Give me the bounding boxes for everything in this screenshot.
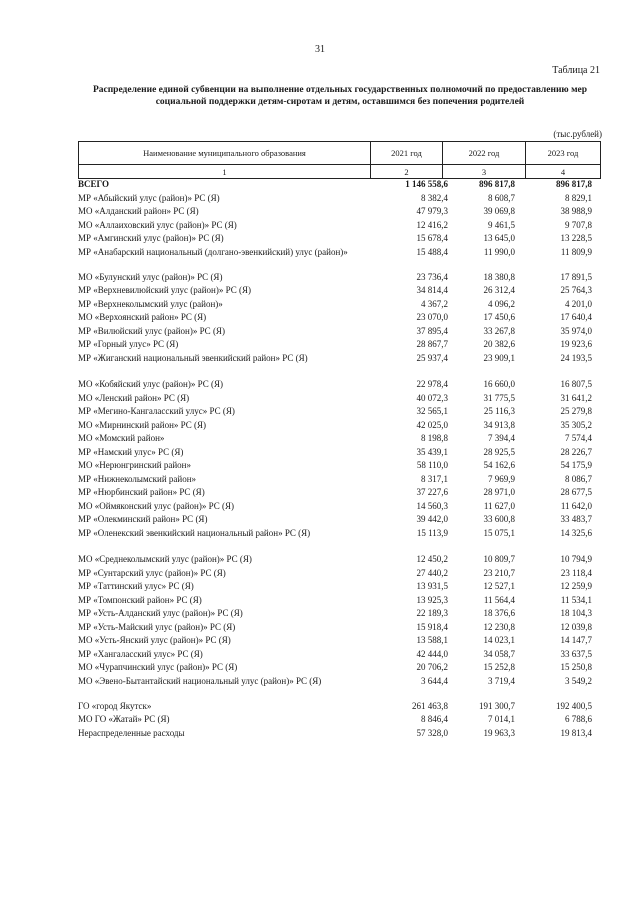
table-row xyxy=(78,272,601,286)
value-2022: 16 660,0 xyxy=(483,379,515,389)
row-name: МО «Верхоянский район» РС (Я) xyxy=(78,312,207,322)
value-2021: 23 736,4 xyxy=(416,271,448,282)
row-name: МО «Нерюнгринский район» xyxy=(78,460,191,470)
row-name: МР «Жиганский национальный эвенкийский район» РС (Я) xyxy=(78,352,308,363)
value-2022: 14 023,1 xyxy=(483,635,515,645)
row-name: МР «Хангаласский улус» РС (Я) xyxy=(78,648,203,659)
row-name: МР «Сунтарский улус (район)» РС (Я) xyxy=(78,567,226,578)
header-2021: 2021 год xyxy=(370,142,442,164)
value-2023: 8 829,1 xyxy=(565,192,592,203)
value-2023: 12 259,9 xyxy=(560,581,592,591)
value-2021: 23 070,0 xyxy=(416,312,448,322)
value-2022: 3 719,4 xyxy=(488,675,515,686)
value-2022: 896 817,8 xyxy=(479,179,515,189)
value-2022: 33 267,8 xyxy=(483,325,515,336)
table-label: Таблица 21 xyxy=(552,65,600,76)
value-2021: 20 706,2 xyxy=(416,662,448,672)
value-2021: 13 931,5 xyxy=(416,581,448,591)
group-spacer xyxy=(78,366,601,379)
table-header xyxy=(78,141,601,164)
table-row xyxy=(78,662,601,676)
value-2021: 28 867,7 xyxy=(416,339,448,349)
header-num-4: 4 xyxy=(525,165,600,178)
value-2022: 15 252,8 xyxy=(483,662,515,672)
units-label: (тыс.рублей) xyxy=(553,129,602,139)
value-2022: 34 058,7 xyxy=(483,648,515,659)
value-2021: 58 110,0 xyxy=(416,460,448,470)
value-2023: 8 086,7 xyxy=(565,473,592,484)
value-2022: 28 971,0 xyxy=(483,487,515,497)
value-2023: 33 483,7 xyxy=(560,514,592,524)
value-2021: 22 978,4 xyxy=(416,379,448,389)
value-2022: 7 394,4 xyxy=(488,433,515,443)
row-name: Нераспределенные расходы xyxy=(78,727,185,738)
table-row xyxy=(78,179,601,193)
table-row xyxy=(78,406,601,420)
value-2022: 12 230,8 xyxy=(483,621,515,632)
table-row xyxy=(78,568,601,582)
value-2023: 7 574,4 xyxy=(565,433,592,443)
value-2023: 18 104,3 xyxy=(560,608,592,618)
row-name: МО «Эвено-Бытантайский национальный улус (район)» РС (Я) xyxy=(78,675,322,686)
header-2022: 2022 год xyxy=(442,142,525,164)
value-2021: 27 440,2 xyxy=(416,567,448,578)
table-row xyxy=(78,622,601,636)
table-body xyxy=(78,179,601,741)
value-2021: 47 979,3 xyxy=(416,206,448,216)
table-row xyxy=(78,528,601,542)
value-2023: 15 250,8 xyxy=(560,662,592,672)
table-row xyxy=(78,581,601,595)
value-2023: 10 794,9 xyxy=(560,554,592,564)
table-row xyxy=(78,554,601,568)
value-2021: 8 198,8 xyxy=(421,433,448,443)
value-2021: 15 918,4 xyxy=(416,621,448,632)
value-2023: 896 817,8 xyxy=(556,179,592,189)
value-2023: 24 193,5 xyxy=(560,352,592,363)
value-2023: 17 891,5 xyxy=(560,271,592,282)
value-2022: 11 627,0 xyxy=(483,500,515,511)
row-name: МР «Томпонский район» РС (Я) xyxy=(78,594,202,605)
value-2021: 13 588,1 xyxy=(416,635,448,645)
value-2023: 54 175,9 xyxy=(560,460,592,470)
value-2021: 57 328,0 xyxy=(416,727,448,738)
table-row xyxy=(78,714,601,728)
header-num-2: 2 xyxy=(370,165,442,178)
row-name: МР «Вилюйский улус (район)» РС (Я) xyxy=(78,325,225,336)
value-2022: 20 382,6 xyxy=(483,339,515,349)
row-name: МР «Верхнеколымский улус (район)» xyxy=(78,298,223,309)
value-2022: 18 376,6 xyxy=(483,608,515,618)
value-2021: 261 463,8 xyxy=(412,700,448,711)
table-row xyxy=(78,635,601,649)
value-2023: 3 549,2 xyxy=(565,675,592,686)
row-name: МР «Нюрбинский район» РС (Я) xyxy=(78,487,205,497)
table-row xyxy=(78,312,601,326)
value-2022: 7 969,9 xyxy=(488,473,515,484)
table-row xyxy=(78,247,601,272)
row-name: МО «Усть-Янский улус (район)» РС (Я) xyxy=(78,635,231,645)
value-2023: 33 637,5 xyxy=(560,648,592,659)
value-2023: 4 201,0 xyxy=(565,298,592,309)
table-row xyxy=(78,501,601,515)
row-name: МР «Горный улус» РС (Я) xyxy=(78,339,179,349)
row-name: МО «Момский район» xyxy=(78,433,165,443)
value-2021: 42 444,0 xyxy=(416,648,448,659)
row-name: МО «Среднеколымский улус (район)» РС (Я) xyxy=(78,554,252,564)
value-2021: 12 416,2 xyxy=(416,219,448,230)
header-2023: 2023 год xyxy=(525,142,600,164)
row-name: МР «Намский улус» РС (Я) xyxy=(78,446,184,457)
table-header-numbers xyxy=(78,164,601,179)
table-row xyxy=(78,474,601,488)
value-2021: 15 488,4 xyxy=(416,246,448,257)
value-2022: 8 608,7 xyxy=(488,192,515,203)
value-2021: 8 382,4 xyxy=(421,192,448,203)
row-name: МО «Кобяйский улус (район)» РС (Я) xyxy=(78,379,223,389)
row-name: МР «Абыйский улус (район)» РС (Я) xyxy=(78,192,220,203)
value-2021: 40 072,3 xyxy=(416,392,448,403)
value-2023: 38 988,9 xyxy=(560,206,592,216)
value-2022: 4 096,2 xyxy=(488,298,515,309)
value-2021: 1 146 558,6 xyxy=(405,179,448,189)
value-2023: 35 974,0 xyxy=(560,325,592,336)
table-row xyxy=(78,193,601,207)
value-2021: 8 317,1 xyxy=(421,473,448,484)
row-name: МО «Алданский район» РС (Я) xyxy=(78,206,199,216)
value-2023: 35 305,2 xyxy=(560,419,592,430)
row-name: МО «Ленский район» РС (Я) xyxy=(78,392,190,403)
value-2023: 19 813,4 xyxy=(560,727,592,738)
value-2022: 23 210,7 xyxy=(483,567,515,578)
table-row xyxy=(78,701,601,715)
value-2023: 28 677,5 xyxy=(560,487,592,497)
table-row xyxy=(78,299,601,313)
header-name: Наименование муниципального образования xyxy=(143,148,306,158)
value-2023: 28 226,7 xyxy=(560,446,592,457)
value-2022: 28 925,5 xyxy=(483,446,515,457)
value-2021: 37 227,6 xyxy=(416,487,448,497)
value-2022: 54 162,6 xyxy=(483,460,515,470)
value-2023: 14 147,7 xyxy=(560,635,592,645)
value-2023: 25 764,3 xyxy=(560,285,592,295)
value-2023: 19 923,6 xyxy=(560,339,592,349)
row-name: МР «Таттинский улус» РС (Я) xyxy=(78,581,194,591)
table-row xyxy=(78,487,601,501)
row-name: МО ГО «Жатай» РС (Я) xyxy=(78,714,170,724)
value-2022: 33 600,8 xyxy=(483,514,515,524)
table-row xyxy=(78,206,601,220)
row-name: МР «Амгинский улус (район)» РС (Я) xyxy=(78,233,224,243)
table-row xyxy=(78,339,601,353)
value-2021: 8 846,4 xyxy=(421,714,448,724)
value-2022: 191 300,7 xyxy=(479,700,515,711)
row-name: ВСЕГО xyxy=(78,179,110,189)
row-name: МР «Верхневилюйский улус (район)» РС (Я) xyxy=(78,285,251,295)
row-name: МО «Булунский улус (район)» РС (Я) xyxy=(78,271,223,282)
table-row xyxy=(78,728,601,742)
value-2021: 15 113,9 xyxy=(416,527,448,538)
value-2023: 6 788,6 xyxy=(565,714,592,724)
value-2023: 17 640,4 xyxy=(560,312,592,322)
value-2021: 14 560,3 xyxy=(416,500,448,511)
value-2022: 34 913,8 xyxy=(483,419,515,430)
value-2023: 16 807,5 xyxy=(560,379,592,389)
value-2021: 34 814,4 xyxy=(416,285,448,295)
row-name: ГО «город Якутск» xyxy=(78,700,152,711)
value-2022: 25 116,3 xyxy=(483,406,515,416)
row-name: МО «Аллаиховский улус (район)» РС (Я) xyxy=(78,219,237,230)
value-2021: 32 565,1 xyxy=(416,406,448,416)
value-2021: 25 937,4 xyxy=(416,352,448,363)
row-name: МР «Анабарский национальный (долгано-эвенкийский) улус (район)» xyxy=(78,246,348,257)
value-2021: 12 450,2 xyxy=(416,554,448,564)
table-row xyxy=(78,326,601,340)
value-2022: 17 450,6 xyxy=(483,312,515,322)
value-2022: 13 645,0 xyxy=(483,233,515,243)
table-row xyxy=(78,460,601,474)
table-row xyxy=(78,353,601,367)
value-2023: 11 642,0 xyxy=(560,500,592,511)
value-2022: 11 564,4 xyxy=(483,594,515,605)
row-name: МР «Нижнеколымский район» xyxy=(78,473,197,484)
value-2021: 13 925,3 xyxy=(416,594,448,605)
subsidy-table xyxy=(78,141,601,741)
value-2022: 39 069,8 xyxy=(483,206,515,216)
value-2022: 11 990,0 xyxy=(483,246,515,257)
table-row xyxy=(78,379,601,393)
page-title: Распределение единой субвенции на выполнение отдельных государственных полномочий по предоставлению мер социальной поддержки детям-сиротам и детям, оставшимся без попечения родителей xyxy=(92,85,588,107)
table-row xyxy=(78,393,601,407)
value-2023: 25 279,8 xyxy=(560,406,592,416)
value-2021: 37 895,4 xyxy=(416,325,448,336)
table-row xyxy=(78,433,601,447)
table-row xyxy=(78,676,601,701)
value-2023: 11 809,9 xyxy=(560,246,592,257)
value-2023: 12 039,8 xyxy=(560,621,592,632)
row-name: МО «Мирнинский район» РС (Я) xyxy=(78,419,207,430)
value-2022: 26 312,4 xyxy=(483,285,515,295)
table-row xyxy=(78,595,601,609)
value-2022: 19 963,3 xyxy=(483,727,515,738)
table-row xyxy=(78,447,601,461)
value-2022: 23 909,1 xyxy=(483,352,515,363)
header-num-1: 1 xyxy=(222,166,227,177)
page-number: 31 xyxy=(315,44,325,55)
table-row xyxy=(78,608,601,622)
table-row xyxy=(78,285,601,299)
value-2021: 4 367,2 xyxy=(421,298,448,309)
table-row xyxy=(78,514,601,528)
group-spacer xyxy=(78,541,601,554)
table-row xyxy=(78,420,601,434)
value-2022: 18 380,8 xyxy=(483,271,515,282)
value-2023: 14 325,6 xyxy=(560,527,592,538)
value-2021: 22 189,3 xyxy=(416,608,448,618)
value-2022: 15 075,1 xyxy=(483,527,515,538)
table-row xyxy=(78,233,601,247)
value-2022: 7 014,1 xyxy=(488,714,515,724)
row-name: МР «Мегино-Кангаласский улус» РС (Я) xyxy=(78,406,235,416)
value-2021: 39 442,0 xyxy=(416,514,448,524)
value-2022: 31 775,5 xyxy=(483,392,515,403)
row-name: МР «Оленекский эвенкийский национальный район» РС (Я) xyxy=(78,527,311,538)
row-name: МР «Олекминский район» РС (Я) xyxy=(78,514,208,524)
value-2021: 42 025,0 xyxy=(416,419,448,430)
value-2023: 9 707,8 xyxy=(565,219,592,230)
value-2021: 3 644,4 xyxy=(421,675,448,686)
value-2021: 35 439,1 xyxy=(416,446,448,457)
value-2023: 192 400,5 xyxy=(556,700,592,711)
table-row xyxy=(78,220,601,234)
value-2023: 31 641,2 xyxy=(560,392,592,403)
row-name: МР «Усть-Алданский улус (район)» РС (Я) xyxy=(78,608,243,618)
value-2023: 11 534,1 xyxy=(560,594,592,605)
value-2022: 12 527,1 xyxy=(483,581,515,591)
row-name: МР «Усть-Майский улус (район)» РС (Я) xyxy=(78,621,236,632)
value-2022: 10 809,7 xyxy=(483,554,515,564)
row-name: МО «Чурапчинский улус (район)» РС (Я) xyxy=(78,662,238,672)
value-2023: 13 228,5 xyxy=(560,233,592,243)
header-num-3: 3 xyxy=(442,165,525,178)
value-2022: 9 461,5 xyxy=(488,219,515,230)
value-2021: 15 678,4 xyxy=(416,233,448,243)
value-2023: 23 118,4 xyxy=(560,567,592,578)
table-row xyxy=(78,649,601,663)
row-name: МО «Оймяконский улус (район)» РС (Я) xyxy=(78,500,234,511)
